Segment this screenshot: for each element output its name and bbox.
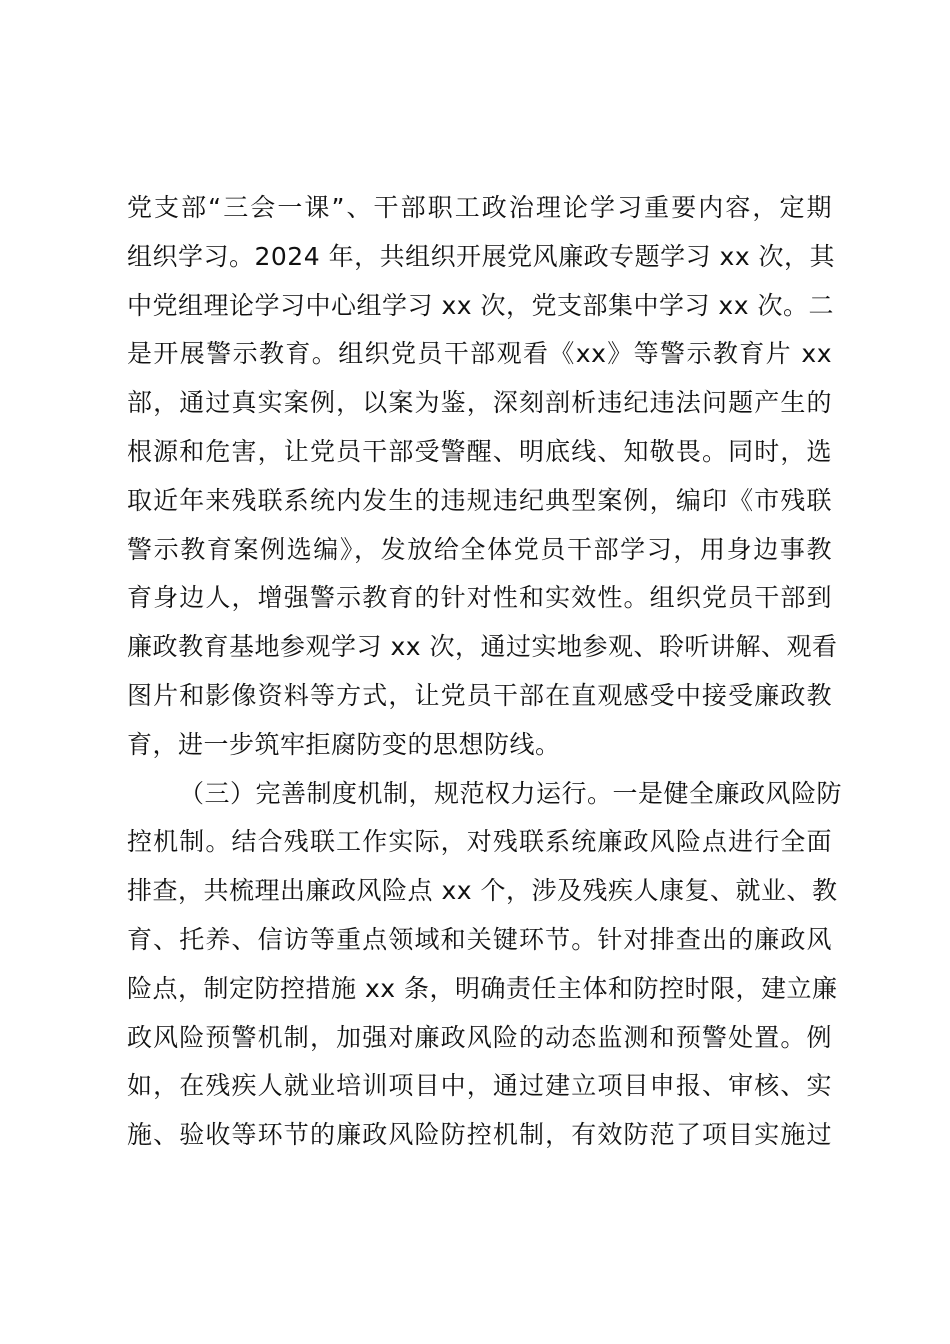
text-line: 育身边人，增强警示教育的针对性和实效性。组织党员干部到	[127, 583, 832, 613]
text-line: 险点，制定防控措施 xx 条，明确责任主体和防控时限，建立廉	[127, 973, 838, 1003]
text-line: 是开展警示教育。组织党员干部观看《xx》等警示教育片 xx	[127, 339, 832, 369]
text-line: 警示教育案例选编》，发放给全体党员干部学习，用身边事教	[127, 534, 832, 564]
text-line: 如，在残疾人就业培训项目中，通过建立项目申报、审核、实	[127, 1071, 832, 1101]
text-line: 组织学习。2024 年，共组织开展党风廉政专题学习 xx 次，其	[127, 241, 836, 271]
text-line: 控机制。结合残联工作实际，对残联系统廉政风险点进行全面	[127, 827, 832, 857]
text-line: 图片和影像资料等方式，让党员干部在直观感受中接受廉政教	[127, 680, 832, 710]
body-text	[127, 184, 843, 1160]
paragraph-end-line: 育，进一步筑牢拒腐防变的思想防线。	[127, 729, 561, 759]
text-line: 廉政教育基地参观学习 xx 次，通过实地参观、聆听讲解、观看	[127, 632, 838, 662]
text-line: 排查，共梳理出廉政风险点 xx 个，涉及残疾人康复、就业、教	[127, 876, 838, 906]
text-line: 政风险预警机制，加强对廉政风险的动态监测和预警处置。例	[127, 1022, 832, 1052]
section-heading-line: （三）完善制度机制，规范权力运行。一是健全廉政风险防	[179, 778, 843, 808]
text-line: 施、验收等环节的廉政风险防控机制，有效防范了项目实施过	[127, 1120, 832, 1150]
text-line: 党支部“三会一课”、干部职工政治理论学习重要内容，定期	[127, 193, 832, 222]
text-line: 取近年来残联系统内发生的违规违纪典型案例，编印《市残联	[127, 485, 832, 515]
text-line: 部，通过真实案例，以案为鉴，深刻剖析违纪违法问题产生的	[127, 388, 832, 418]
text-line: 育、托养、信访等重点领域和关键环节。针对排查出的廉政风	[127, 924, 832, 954]
text-line: 中党组理论学习中心组学习 xx 次，党支部集中学习 xx 次。二	[127, 290, 834, 320]
text-line: 根源和危害，让党员干部受警醒、明底线、知敬畏。同时，选	[127, 436, 832, 466]
